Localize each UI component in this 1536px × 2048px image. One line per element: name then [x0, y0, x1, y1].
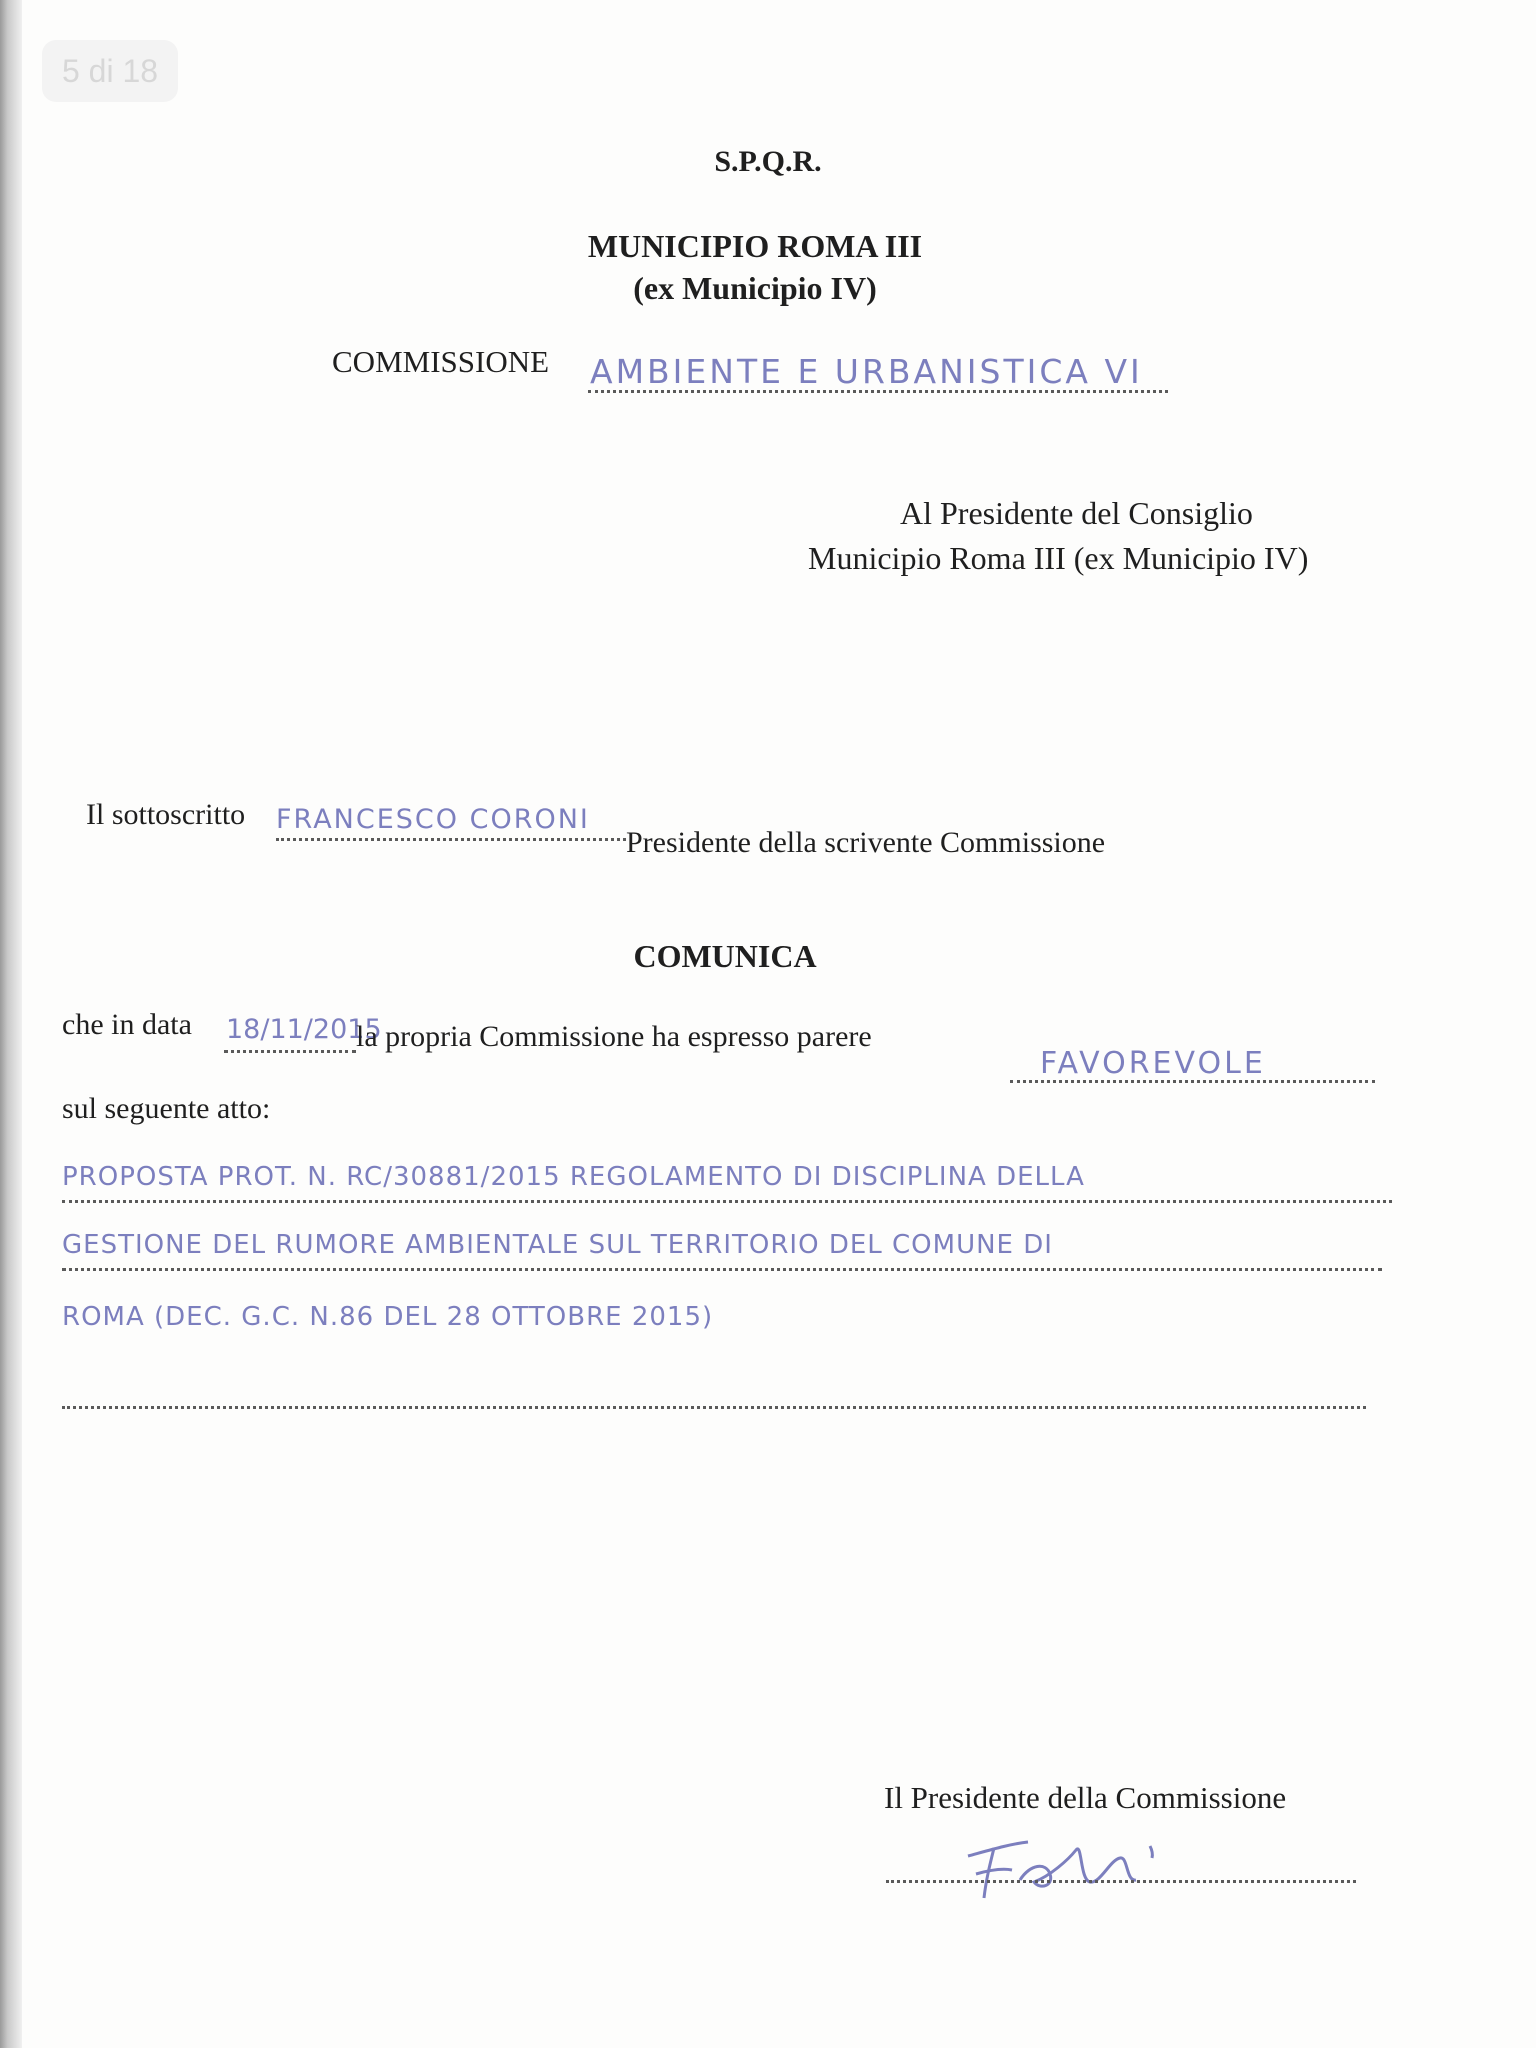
addressee-line2: Municipio Roma III (ex Municipio IV) [808, 540, 1309, 576]
undersigned-name-handwritten: FRANCESCO CORONI [276, 804, 590, 835]
signature-scribble [950, 1820, 1210, 1910]
act-line-2-handwritten: GESTIONE DEL RUMORE AMBIENTALE SUL TERRITORIO DEL COMUNE DI [62, 1230, 1053, 1260]
page-edge-shadow [0, 0, 22, 2048]
undersigned-role: Presidente della scrivente Commissione [626, 826, 1106, 859]
act-line-3-handwritten: ROMA (DEC. G.C. N.86 DEL 28 OTTOBRE 2015) [62, 1302, 714, 1332]
municipality-former: (ex Municipio IV) [633, 270, 877, 306]
commission-label: COMMISSIONE [332, 344, 550, 379]
commission-name-handwritten: AMBIENTE E URBANISTICA VI [590, 352, 1143, 391]
signature-dotted-line [886, 1880, 1356, 1883]
date-dotted-line [224, 1050, 356, 1053]
header-spqr: S.P.Q.R. [714, 145, 822, 178]
act-dotted-line-3 [62, 1406, 1366, 1409]
signer-title: Il Presidente della Commissione [884, 1780, 1287, 1815]
date-rest-text: la propria Commissione ha espresso parere [356, 1020, 872, 1053]
act-line-1-handwritten: PROPOSTA PROT. N. RC/30881/2015 REGOLAMENTO DI DISCIPLINA DELLA [62, 1162, 1085, 1192]
opinion-handwritten: FAVOREVOLE [1040, 1046, 1266, 1081]
date-label: che in data [62, 1008, 192, 1041]
undersigned-label: Il sottoscritto [86, 798, 246, 831]
page-indicator: 5 di 18 [42, 40, 178, 102]
date-handwritten: 18/11/2015 [226, 1014, 382, 1045]
municipality-title: MUNICIPIO ROMA III [587, 228, 923, 264]
undersigned-dotted-line [276, 838, 626, 841]
act-dotted-line-1 [62, 1200, 1392, 1203]
addressee-line1: Al Presidente del Consiglio [900, 495, 1253, 531]
act-dotted-line-2 [62, 1268, 1382, 1271]
act-label: sul seguente atto: [62, 1092, 271, 1125]
action-heading: COMUNICA [633, 938, 817, 974]
